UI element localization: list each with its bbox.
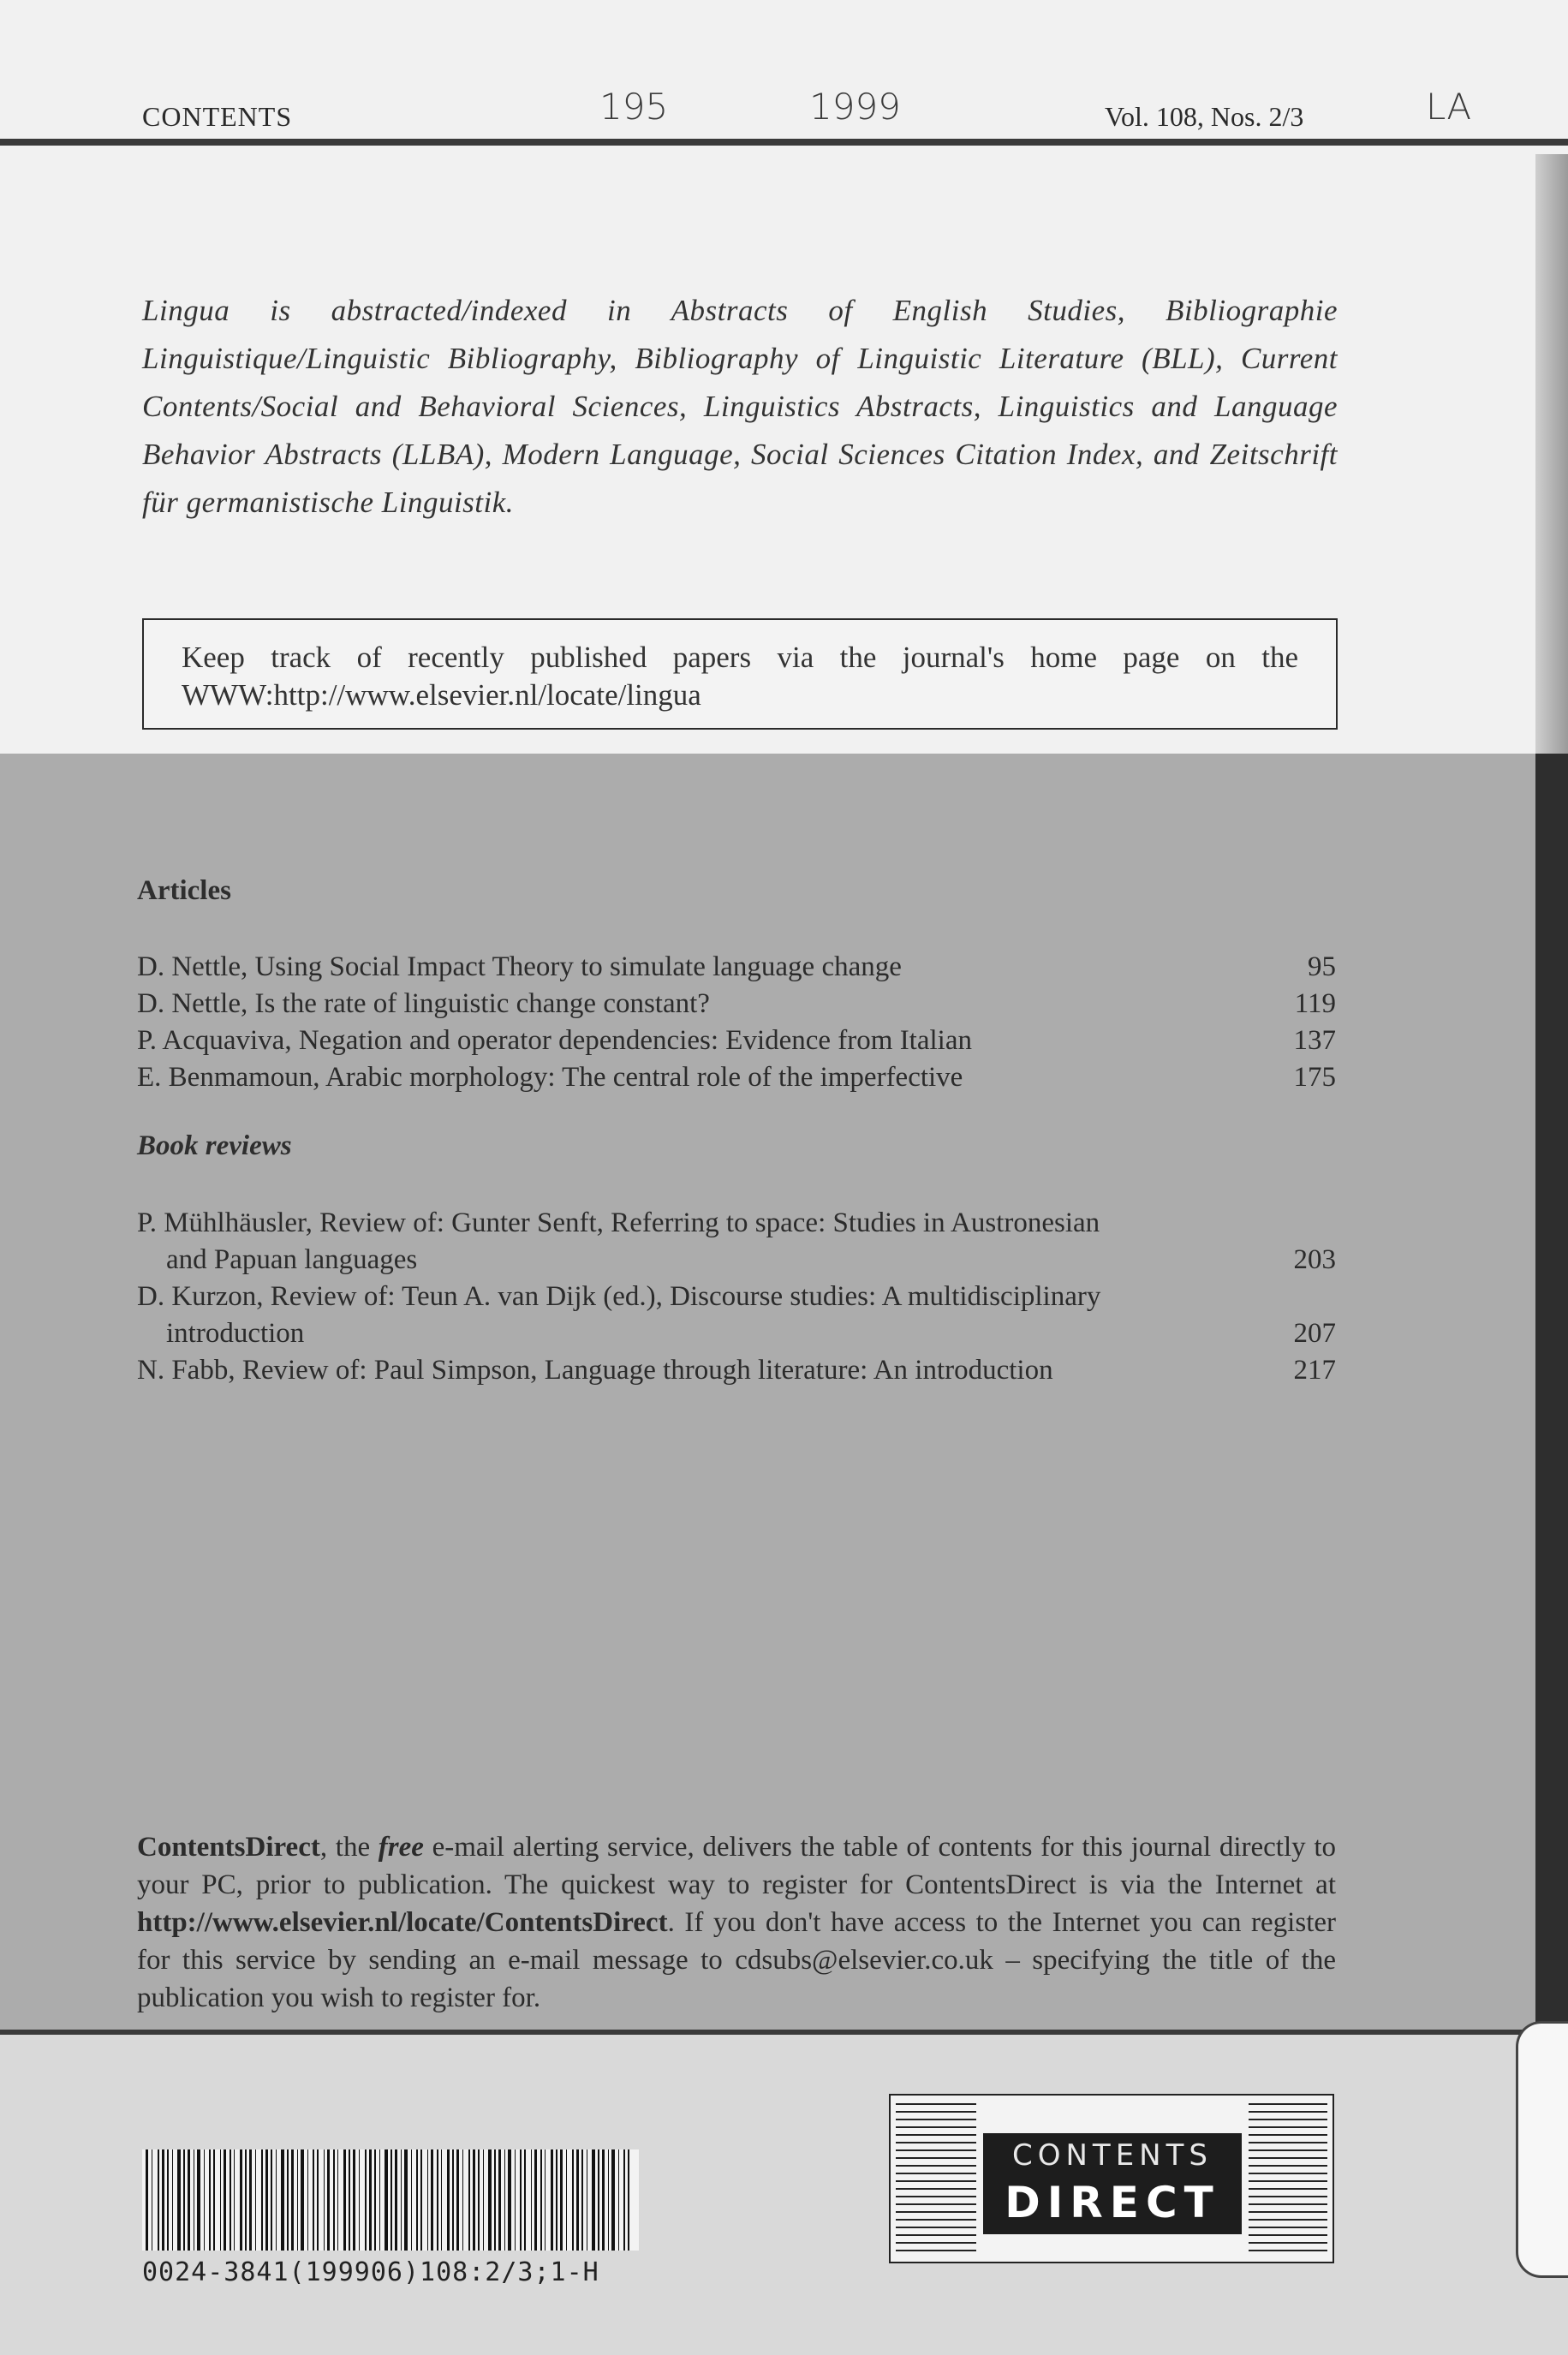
barcode-bar bbox=[447, 2149, 450, 2251]
barcode-bar bbox=[592, 2149, 595, 2251]
barcode-bar bbox=[581, 2149, 583, 2251]
barcode-bar bbox=[560, 2149, 563, 2251]
barcode-bar bbox=[572, 2149, 574, 2251]
barcode-bar bbox=[369, 2149, 372, 2251]
barcode-bar bbox=[249, 2149, 252, 2251]
notice-text: , the bbox=[319, 1832, 379, 1863]
barcode-bar bbox=[602, 2149, 605, 2251]
review-title-continued: and Papuan languages bbox=[166, 1244, 418, 1275]
barcode-bar bbox=[437, 2149, 438, 2251]
barcode-bar bbox=[401, 2149, 402, 2251]
review-entry-line bbox=[137, 1315, 1336, 1352]
barcode-bar bbox=[177, 2149, 181, 2251]
barcode-bar bbox=[611, 2149, 615, 2251]
barcode-bar bbox=[162, 2149, 164, 2251]
logo-panel bbox=[983, 2133, 1242, 2234]
barcode-bar bbox=[167, 2149, 169, 2251]
notice-text: e-mail alerting service, delivers the table of contents for this journal directly to your PC, prior to publication. The quickest way to register for ContentsDirect is via the Internet at bbox=[137, 1832, 1336, 1900]
barcode-bar bbox=[462, 2149, 463, 2251]
barcode-bar bbox=[265, 2149, 268, 2251]
header bbox=[0, 0, 1568, 154]
barcode-bar bbox=[343, 2149, 346, 2251]
article-title: P. Acquaviva, Negation and operator dependencies: Evidence from Italian bbox=[137, 1025, 972, 1056]
barcode-bar bbox=[504, 2149, 505, 2251]
notice-text: . If you don't have access to the Internet you can register for this service by sending an e-mail message to cdsubs@elsevier.co.uk – specifying the title of the publication you wish to register for. bbox=[137, 1907, 1336, 2013]
barcode-bar bbox=[391, 2149, 392, 2251]
barcode-bar bbox=[456, 2149, 459, 2251]
barcode-bar bbox=[337, 2149, 338, 2251]
barcode-bar bbox=[317, 2149, 319, 2251]
review-entry-line bbox=[137, 1205, 1336, 1242]
barcode-bar bbox=[349, 2149, 350, 2251]
barcode-bar bbox=[395, 2149, 397, 2251]
indexing-statement: Lingua is abstracted/indexed in Abstracts of English Studies, Bibliographie Linguistique/Linguistic Bibliography, Bibliography of Linguistic Literature (BLL), Current Contents/Social and Behavioral Sciences, Linguistics Abstracts, Linguistics and Language Behavior Abstracts (LLBA), Modern Language, Social Sciences Citation Index, and Zeitschrift für germanistische Linguistik. bbox=[142, 294, 1338, 519]
barcode-bar bbox=[556, 2149, 557, 2251]
library-label-edge bbox=[1516, 2021, 1568, 2278]
barcode-bar bbox=[576, 2149, 579, 2251]
barcode-bar bbox=[473, 2149, 475, 2251]
barcode-bar bbox=[488, 2149, 492, 2251]
barcode-bar bbox=[353, 2149, 355, 2251]
barcode-bar bbox=[287, 2149, 289, 2251]
barcode-bar bbox=[261, 2149, 263, 2251]
barcode-bar bbox=[411, 2149, 412, 2251]
review-page: 217 bbox=[1293, 1355, 1336, 1386]
barcode-bar bbox=[220, 2149, 221, 2251]
article-page: 137 bbox=[1293, 1025, 1336, 1056]
volume-label: Vol. 108, Nos. 2/3 bbox=[1105, 101, 1304, 132]
barcode-bar bbox=[240, 2149, 242, 2251]
barcode-bar bbox=[608, 2149, 609, 2251]
barcode-bar bbox=[431, 2149, 433, 2251]
barcode-bar bbox=[598, 2149, 599, 2251]
review-title: N. Fabb, Review of: Paul Simpson, Language through literature: An introduction bbox=[137, 1355, 1053, 1386]
contents-direct-notice bbox=[137, 1828, 1336, 2017]
barcode-bar bbox=[545, 2149, 546, 2251]
book-reviews-list bbox=[137, 1205, 1336, 1389]
barcode-bar bbox=[359, 2149, 360, 2251]
contents-direct-url[interactable]: http://www.elsevier.nl/locate/ContentsDirect bbox=[137, 1907, 668, 1938]
barcode-bar bbox=[230, 2149, 231, 2251]
barcode-bar bbox=[524, 2149, 526, 2251]
barcode-bar bbox=[197, 2149, 200, 2251]
barcode-bar bbox=[498, 2149, 501, 2251]
review-page: 207 bbox=[1293, 1318, 1336, 1349]
page-edge-shadow bbox=[1535, 154, 1568, 754]
barcode-bar bbox=[327, 2149, 330, 2251]
article-entry bbox=[137, 986, 1336, 1022]
barcode-bar bbox=[441, 2149, 442, 2251]
barcode-bar bbox=[213, 2149, 215, 2251]
articles-heading: Articles bbox=[137, 875, 231, 906]
barcode-bar bbox=[520, 2149, 522, 2251]
barcode-bar bbox=[333, 2149, 335, 2251]
review-title: P. Mühlhäusler, Review of: Gunter Senft, Referring to space: Studies in Austronesian bbox=[137, 1207, 1100, 1238]
review-title: D. Kurzon, Review of: Teun A. van Dijk (ed.), Discourse studies: A multidisciplinary bbox=[137, 1281, 1101, 1312]
review-entry-line bbox=[137, 1352, 1336, 1389]
barcode-bar bbox=[483, 2149, 484, 2251]
barcode-bar bbox=[468, 2149, 470, 2251]
barcode bbox=[142, 2149, 639, 2287]
barcode-bar bbox=[255, 2149, 256, 2251]
article-title: E. Benmamoun, Arabic morphology: The central role of the imperfective bbox=[137, 1062, 963, 1093]
barcode-bar bbox=[365, 2149, 367, 2251]
journal-homepage-box: Keep track of recently published papers via the journal's home page on the WWW:http://www.elsevier.nl/locate/lingua bbox=[142, 618, 1338, 730]
barcode-bar bbox=[158, 2149, 159, 2251]
barcode-bar bbox=[540, 2149, 542, 2251]
contents-direct-logo bbox=[889, 2094, 1334, 2263]
barcode-bar bbox=[324, 2149, 325, 2251]
barcode-bar bbox=[209, 2149, 211, 2251]
articles-list bbox=[137, 949, 1336, 1096]
book-reviews-heading: Book reviews bbox=[137, 1130, 292, 1161]
review-entry-line bbox=[137, 1279, 1336, 1315]
article-page: 119 bbox=[1294, 988, 1336, 1019]
article-entry bbox=[137, 1022, 1336, 1059]
article-entry bbox=[137, 949, 1336, 986]
barcode-bar bbox=[508, 2149, 511, 2251]
barcode-bar bbox=[515, 2149, 516, 2251]
article-title: D. Nettle, Using Social Impact Theory to simulate language change bbox=[137, 951, 902, 982]
contents-direct-brand: ContentsDirect bbox=[137, 1832, 320, 1863]
barcode-bars bbox=[142, 2149, 639, 2251]
handwritten-note: LA bbox=[1426, 86, 1472, 128]
barcode-bar bbox=[494, 2149, 496, 2251]
barcode-bar bbox=[281, 2149, 284, 2251]
article-title: D. Nettle, Is the rate of linguistic change constant? bbox=[137, 988, 710, 1019]
barcode-bar bbox=[452, 2149, 454, 2251]
barcode-bar bbox=[478, 2149, 480, 2251]
review-page: 203 bbox=[1293, 1244, 1336, 1275]
barcode-bar bbox=[623, 2149, 625, 2251]
header-title: CONTENTS bbox=[142, 101, 293, 132]
barcode-bar bbox=[301, 2149, 304, 2251]
barcode-bar bbox=[416, 2149, 418, 2251]
barcode-bar bbox=[374, 2149, 376, 2251]
barcode-bar bbox=[531, 2149, 532, 2251]
page-edge-shadow bbox=[1535, 754, 1568, 2030]
article-page: 175 bbox=[1293, 1062, 1336, 1093]
barcode-bar bbox=[427, 2149, 428, 2251]
barcode-bar bbox=[420, 2149, 422, 2251]
review-title-continued: introduction bbox=[166, 1318, 305, 1349]
barcode-bar bbox=[307, 2149, 308, 2251]
handwritten-note: 1999 bbox=[809, 86, 901, 128]
barcode-bar bbox=[618, 2149, 619, 2251]
barcode-bar bbox=[628, 2149, 629, 2251]
barcode-graphic bbox=[142, 2149, 639, 2251]
header-rule bbox=[0, 139, 1568, 146]
barcode-bar bbox=[276, 2149, 277, 2251]
barcode-bar bbox=[204, 2149, 205, 2251]
handwritten-note: 195 bbox=[599, 86, 669, 128]
barcode-bar bbox=[313, 2149, 314, 2251]
barcode-number: 0024-3841(199906)108:2/3;1-H bbox=[142, 2257, 599, 2287]
barcode-bar bbox=[245, 2149, 247, 2251]
barcode-bar bbox=[379, 2149, 380, 2251]
barcode-bar bbox=[566, 2149, 567, 2251]
free-word: free bbox=[378, 1832, 424, 1863]
bottom-rule bbox=[0, 2030, 1568, 2035]
review-entry-line bbox=[137, 1242, 1336, 1279]
barcode-bar bbox=[297, 2149, 298, 2251]
article-page: 95 bbox=[1308, 951, 1336, 982]
barcode-bar bbox=[534, 2149, 537, 2251]
barcode-bar bbox=[234, 2149, 235, 2251]
barcode-bar bbox=[224, 2149, 226, 2251]
barcode-bar bbox=[551, 2149, 553, 2251]
article-entry bbox=[137, 1059, 1336, 1096]
barcode-bar bbox=[172, 2149, 173, 2251]
logo-text-top: CONTENTS bbox=[1012, 2138, 1213, 2173]
barcode-bar bbox=[271, 2149, 272, 2251]
barcode-bar bbox=[146, 2149, 148, 2251]
barcode-bar bbox=[183, 2149, 185, 2251]
barcode-bar bbox=[291, 2149, 294, 2251]
barcode-bar bbox=[385, 2149, 388, 2251]
logo-text-bottom: DIRECT bbox=[1005, 2178, 1220, 2227]
barcode-bar bbox=[404, 2149, 408, 2251]
barcode-bar bbox=[188, 2149, 190, 2251]
